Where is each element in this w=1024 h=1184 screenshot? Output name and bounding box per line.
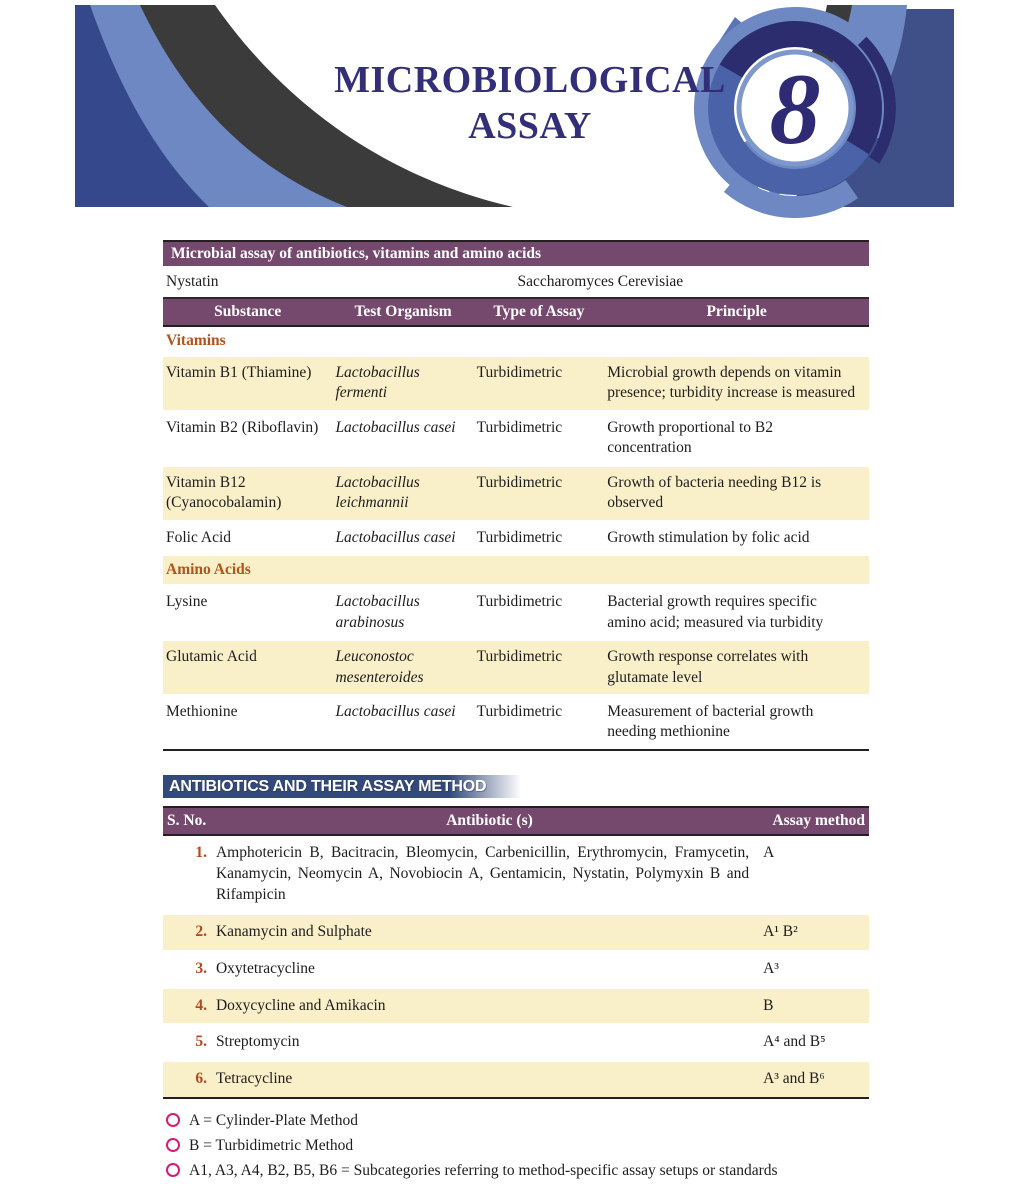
assay-table-title: Microbial assay of antibiotics, vitamins and amino acids [163, 240, 869, 266]
col-type-of-assay: Type of Assay [493, 303, 585, 320]
cell-assay: Turbidimetric [476, 702, 563, 720]
cell-antibiotics: Amphotericin B, Bacitracin, Bleomycin, Carbenicillin, Erythromycin, Framycetin, Kanamycin, Neomycin A, Novobiocin A, Gentamicin, Nystatin, Polymyxin B and Rifampicin [215, 843, 750, 903]
cell-substance: Vitamin B1 (Thiamine) [166, 364, 312, 381]
cell-organism: Lactobacillus casei [335, 528, 456, 546]
cell-substance: Methionine [166, 702, 238, 720]
cell-sno: 1. [195, 843, 207, 861]
legend-text: A1, A3, A4, B2, B5, B6 = Subcategories referring to method-specific assay setups or standards [189, 1162, 778, 1180]
cell-assay: Turbidimetric [476, 528, 563, 546]
table-row [163, 586, 869, 641]
cell-method: B [763, 996, 774, 1014]
page-content [163, 240, 869, 1184]
cell-organism: Lactobacillus leichmannii [335, 473, 420, 512]
table-row [163, 412, 869, 467]
table-row [163, 1062, 869, 1099]
table-row [163, 1025, 869, 1062]
cell-antibiotics: Streptomycin [215, 1033, 300, 1051]
cell-organism: Leuconostoc mesenteroides [335, 648, 424, 686]
table-row [163, 641, 869, 696]
cell-antibiotics: Kanamycin and Sulphate [215, 922, 372, 940]
cell-method: A³ [763, 959, 779, 977]
page-title [305, 57, 755, 150]
cell-antibiotics: Tetracycline [215, 1070, 293, 1088]
cell-assay: Turbidimetric [476, 418, 563, 436]
antibiotics-table-header [163, 806, 869, 836]
col-test-organism: Test Organism [354, 303, 452, 320]
table-row [163, 522, 869, 556]
assay-table-intro-row [163, 266, 869, 299]
table-row [163, 836, 869, 915]
legend-text: B = Turbidimetric Method [189, 1137, 354, 1155]
cell-assay: Turbidimetric [476, 648, 563, 666]
cell-assay: Turbidimetric [476, 593, 563, 611]
legend [163, 1108, 869, 1183]
cell-sno: 3. [195, 959, 207, 977]
antibiotics-section-heading: ANTIBIOTICS AND THEIR ASSAY METHOD [163, 775, 521, 798]
table-row [163, 952, 869, 989]
cell-principle: Microbial growth depends on vitamin presence; turbidity increase is measured [607, 364, 856, 402]
table-row [163, 696, 869, 751]
cell-substance: Folic Acid [166, 528, 232, 546]
section-label-amino-acids: Amino Acids [163, 556, 869, 586]
section-label-vitamins: Vitamins [163, 327, 869, 357]
legend-item [163, 1133, 869, 1158]
col-antibiotics: Antibiotic (s) [446, 811, 533, 829]
col-sno: S. No. [167, 811, 207, 829]
cell-method: A [763, 843, 775, 861]
cell-substance: Glutamic Acid [166, 648, 257, 666]
cell-organism: Lactobacillus casei [335, 418, 456, 436]
cell-principle: Bacterial growth requires specific amino acid; measured via turbidity [607, 593, 824, 631]
cell-sno: 2. [195, 922, 207, 940]
bullet-ring-icon [166, 1113, 180, 1127]
col-principle: Principle [706, 303, 767, 320]
cell-organism: Lactobacillus casei [335, 702, 456, 720]
cell-sno: 5. [195, 1033, 207, 1051]
cell-substance: Lysine [166, 593, 208, 611]
cell-principle: Growth proportional to B2 concentration [607, 418, 773, 457]
legend-text: A = Cylinder-Plate Method [189, 1112, 359, 1130]
cell-substance: Vitamin B2 (Riboflavin) [166, 418, 319, 436]
cell-principle: Measurement of bacterial growth needing methionine [607, 702, 814, 741]
cell-sno: 4. [195, 996, 207, 1014]
assay-table-header [163, 299, 869, 327]
cell-principle: Growth response correlates with glutamate level [607, 648, 809, 686]
table-row [163, 357, 869, 412]
cell-antibiotics: Doxycycline and Amikacin [215, 996, 386, 1014]
cell-substance: Vitamin B12 (Cyanocobalamin) [166, 473, 282, 512]
bullet-ring-icon [166, 1163, 180, 1177]
cell-method: A³ and B⁶ [763, 1070, 825, 1088]
chapter-header-banner [75, 5, 958, 205]
col-substance: Substance [214, 303, 282, 320]
cell-organism: Lactobacillus arabinosus [335, 593, 420, 631]
cell-sno: 6. [195, 1070, 207, 1088]
chapter-number: 8 [769, 53, 821, 166]
table-row [163, 915, 869, 952]
cell-method: A¹ B² [763, 922, 798, 940]
intro-substance: Nystatin [166, 273, 219, 290]
cell-method: A⁴ and B⁵ [763, 1033, 826, 1051]
col-assay-method: Assay method [772, 811, 865, 829]
legend-item [163, 1158, 869, 1183]
cell-assay: Turbidimetric [476, 473, 563, 491]
legend-item [163, 1108, 869, 1133]
cell-assay: Turbidimetric [476, 364, 563, 381]
table-row [163, 989, 869, 1026]
cell-principle: Growth stimulation by folic acid [607, 528, 810, 546]
intro-organism: Saccharomyces Cerevisiae [517, 273, 684, 290]
cell-antibiotics: Oxytetracycline [215, 959, 315, 977]
bullet-ring-icon [166, 1138, 180, 1152]
page-title-line1: MICROBIOLOGICAL [334, 59, 726, 101]
table-row [163, 467, 869, 522]
cell-principle: Growth of bacteria needing B12 is observed [607, 473, 822, 512]
cell-organism: Lactobacillus fermenti [335, 364, 420, 402]
page-title-line2: ASSAY [468, 105, 592, 148]
